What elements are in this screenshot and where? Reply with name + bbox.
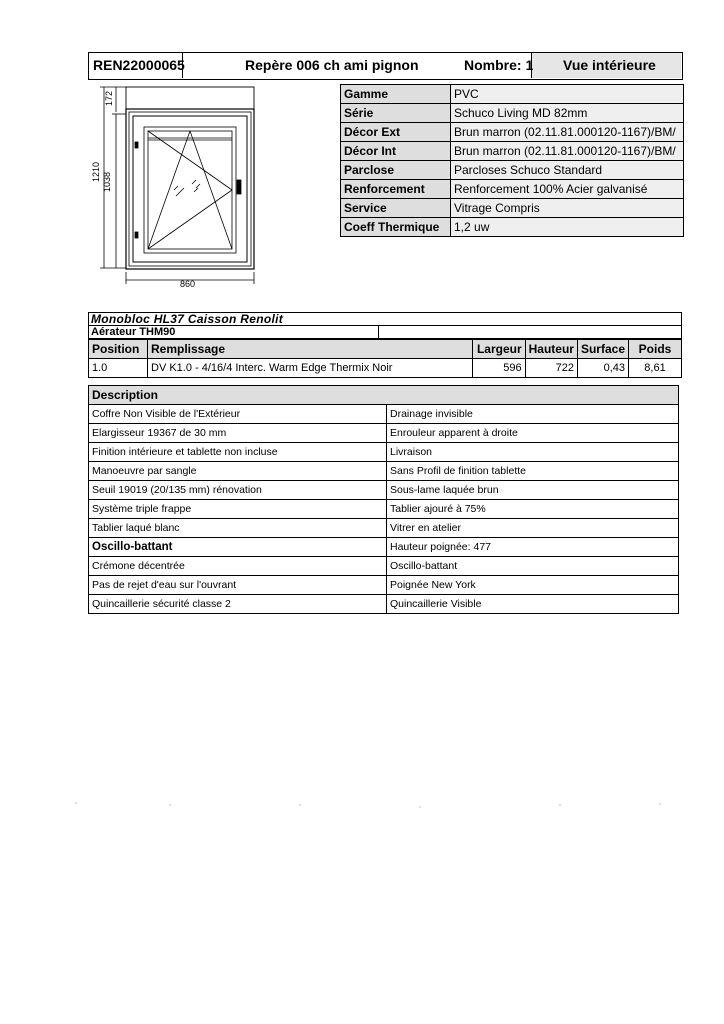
description-right: Sans Profil de finition tablette: [387, 462, 679, 481]
cell-position: 1.0: [89, 359, 148, 378]
spec-value: Renforcement 100% Acier galvanisé: [451, 180, 684, 199]
reference-number: REN22000065: [93, 57, 185, 73]
spec-label: Décor Ext: [341, 123, 451, 142]
position-table: [88, 339, 682, 378]
dim-width: 860: [180, 279, 196, 289]
description-left: Manoeuvre par sangle: [89, 462, 387, 481]
cell-remplissage: DV K1.0 - 4/16/4 Interc. Warm Edge Thermix Noir: [148, 359, 473, 378]
spec-label: Service: [341, 199, 451, 218]
window-drawing: [91, 82, 276, 302]
position-header-row: [89, 340, 682, 359]
cell-surface: 0,43: [577, 359, 628, 378]
col-surface: Surface: [577, 340, 628, 359]
repere-label: Repère 006 ch ami pignon: [245, 57, 419, 73]
description-right: Drainage invisible: [387, 405, 679, 424]
description-right: Sous-lame laquée brun: [387, 481, 679, 500]
description-title: Description: [89, 386, 679, 405]
description-table: [88, 385, 679, 614]
table-row: [89, 405, 679, 424]
spec-value: PVC: [451, 85, 684, 104]
monobloc-label: Monobloc HL37 Caisson Renolit: [88, 312, 682, 326]
description-right: Livraison: [387, 443, 679, 462]
header-divider: [182, 53, 183, 78]
view-label: Vue intérieure: [563, 57, 656, 73]
spec-value: Vitrage Compris: [451, 199, 684, 218]
cell-hauteur: 722: [525, 359, 577, 378]
aerateur-bar: [88, 325, 682, 339]
table-row: [89, 538, 679, 557]
description-left: Système triple frappe: [89, 500, 387, 519]
description-left: Quincaillerie sécurité classe 2: [89, 595, 387, 614]
spec-label: Coeff Thermique: [341, 218, 451, 237]
cell-largeur: 596: [472, 359, 525, 378]
spec-row: [341, 218, 684, 237]
aerateur-label: Aérateur THM90: [91, 326, 176, 338]
cell-poids: 8,61: [629, 359, 682, 378]
table-row: [89, 500, 679, 519]
description-header-row: [89, 386, 679, 405]
description-right: Enrouleur apparent à droite: [387, 424, 679, 443]
description-right: Poignée New York: [387, 576, 679, 595]
dim-window-height: 1038: [102, 171, 112, 192]
table-row: [89, 443, 679, 462]
dim-caisson-height: 172: [104, 90, 114, 106]
description-left: Oscillo-battant: [89, 538, 387, 557]
spec-label: Décor Int: [341, 142, 451, 161]
table-row: [89, 424, 679, 443]
description-left: Seuil 19019 (20/135 mm) rénovation: [89, 481, 387, 500]
table-row: [89, 576, 679, 595]
description-right: Oscillo-battant: [387, 557, 679, 576]
spec-value: Brun marron (02.11.81.000120-1167)/BM/: [451, 142, 684, 161]
spec-label: Renforcement: [341, 180, 451, 199]
col-remplissage: Remplissage: [148, 340, 473, 359]
spec-row: [341, 104, 684, 123]
spec-row: [341, 161, 684, 180]
spec-row: [341, 123, 684, 142]
spec-value: Brun marron (02.11.81.000120-1167)/BM/: [451, 123, 684, 142]
description-left: Crémone décentrée: [89, 557, 387, 576]
description-right: Hauteur poignée: 477: [387, 538, 679, 557]
description-left: Elargisseur 19367 de 30 mm: [89, 424, 387, 443]
spec-row: [341, 199, 684, 218]
quantity-label: Nombre: 1: [464, 57, 534, 73]
spec-label: Parclose: [341, 161, 451, 180]
description-right: Vitrer en atelier: [387, 519, 679, 538]
table-row: [89, 557, 679, 576]
spec-row: [341, 142, 684, 161]
spec-row: [341, 180, 684, 199]
description-right: Quincaillerie Visible: [387, 595, 679, 614]
dim-total-height: 1210: [91, 161, 101, 182]
table-row: [89, 481, 679, 500]
col-largeur: Largeur: [472, 340, 525, 359]
description-left: Pas de rejet d'eau sur l'ouvrant: [89, 576, 387, 595]
aerateur-divider: [378, 326, 379, 338]
specification-table: [340, 84, 684, 237]
spec-value: 1,2 uw: [451, 218, 684, 237]
spec-value: Parcloses Schuco Standard: [451, 161, 684, 180]
col-position: Position: [89, 340, 148, 359]
description-left: Tablier laqué blanc: [89, 519, 387, 538]
col-hauteur: Hauteur: [525, 340, 577, 359]
description-right: Tablier ajouré à 75%: [387, 500, 679, 519]
document-header: [88, 52, 683, 80]
spec-label: Gamme: [341, 85, 451, 104]
table-row: [89, 595, 679, 614]
spec-row: [341, 85, 684, 104]
header-divider: [531, 53, 532, 78]
spec-value: Schuco Living MD 82mm: [451, 104, 684, 123]
table-row: [89, 519, 679, 538]
scan-dots: [0, 795, 724, 815]
description-left: Coffre Non Visible de l'Extérieur: [89, 405, 387, 424]
spec-label: Série: [341, 104, 451, 123]
table-row: [89, 462, 679, 481]
col-poids: Poids: [629, 340, 682, 359]
description-left: Finition intérieure et tablette non incluse: [89, 443, 387, 462]
table-row: [89, 359, 682, 378]
